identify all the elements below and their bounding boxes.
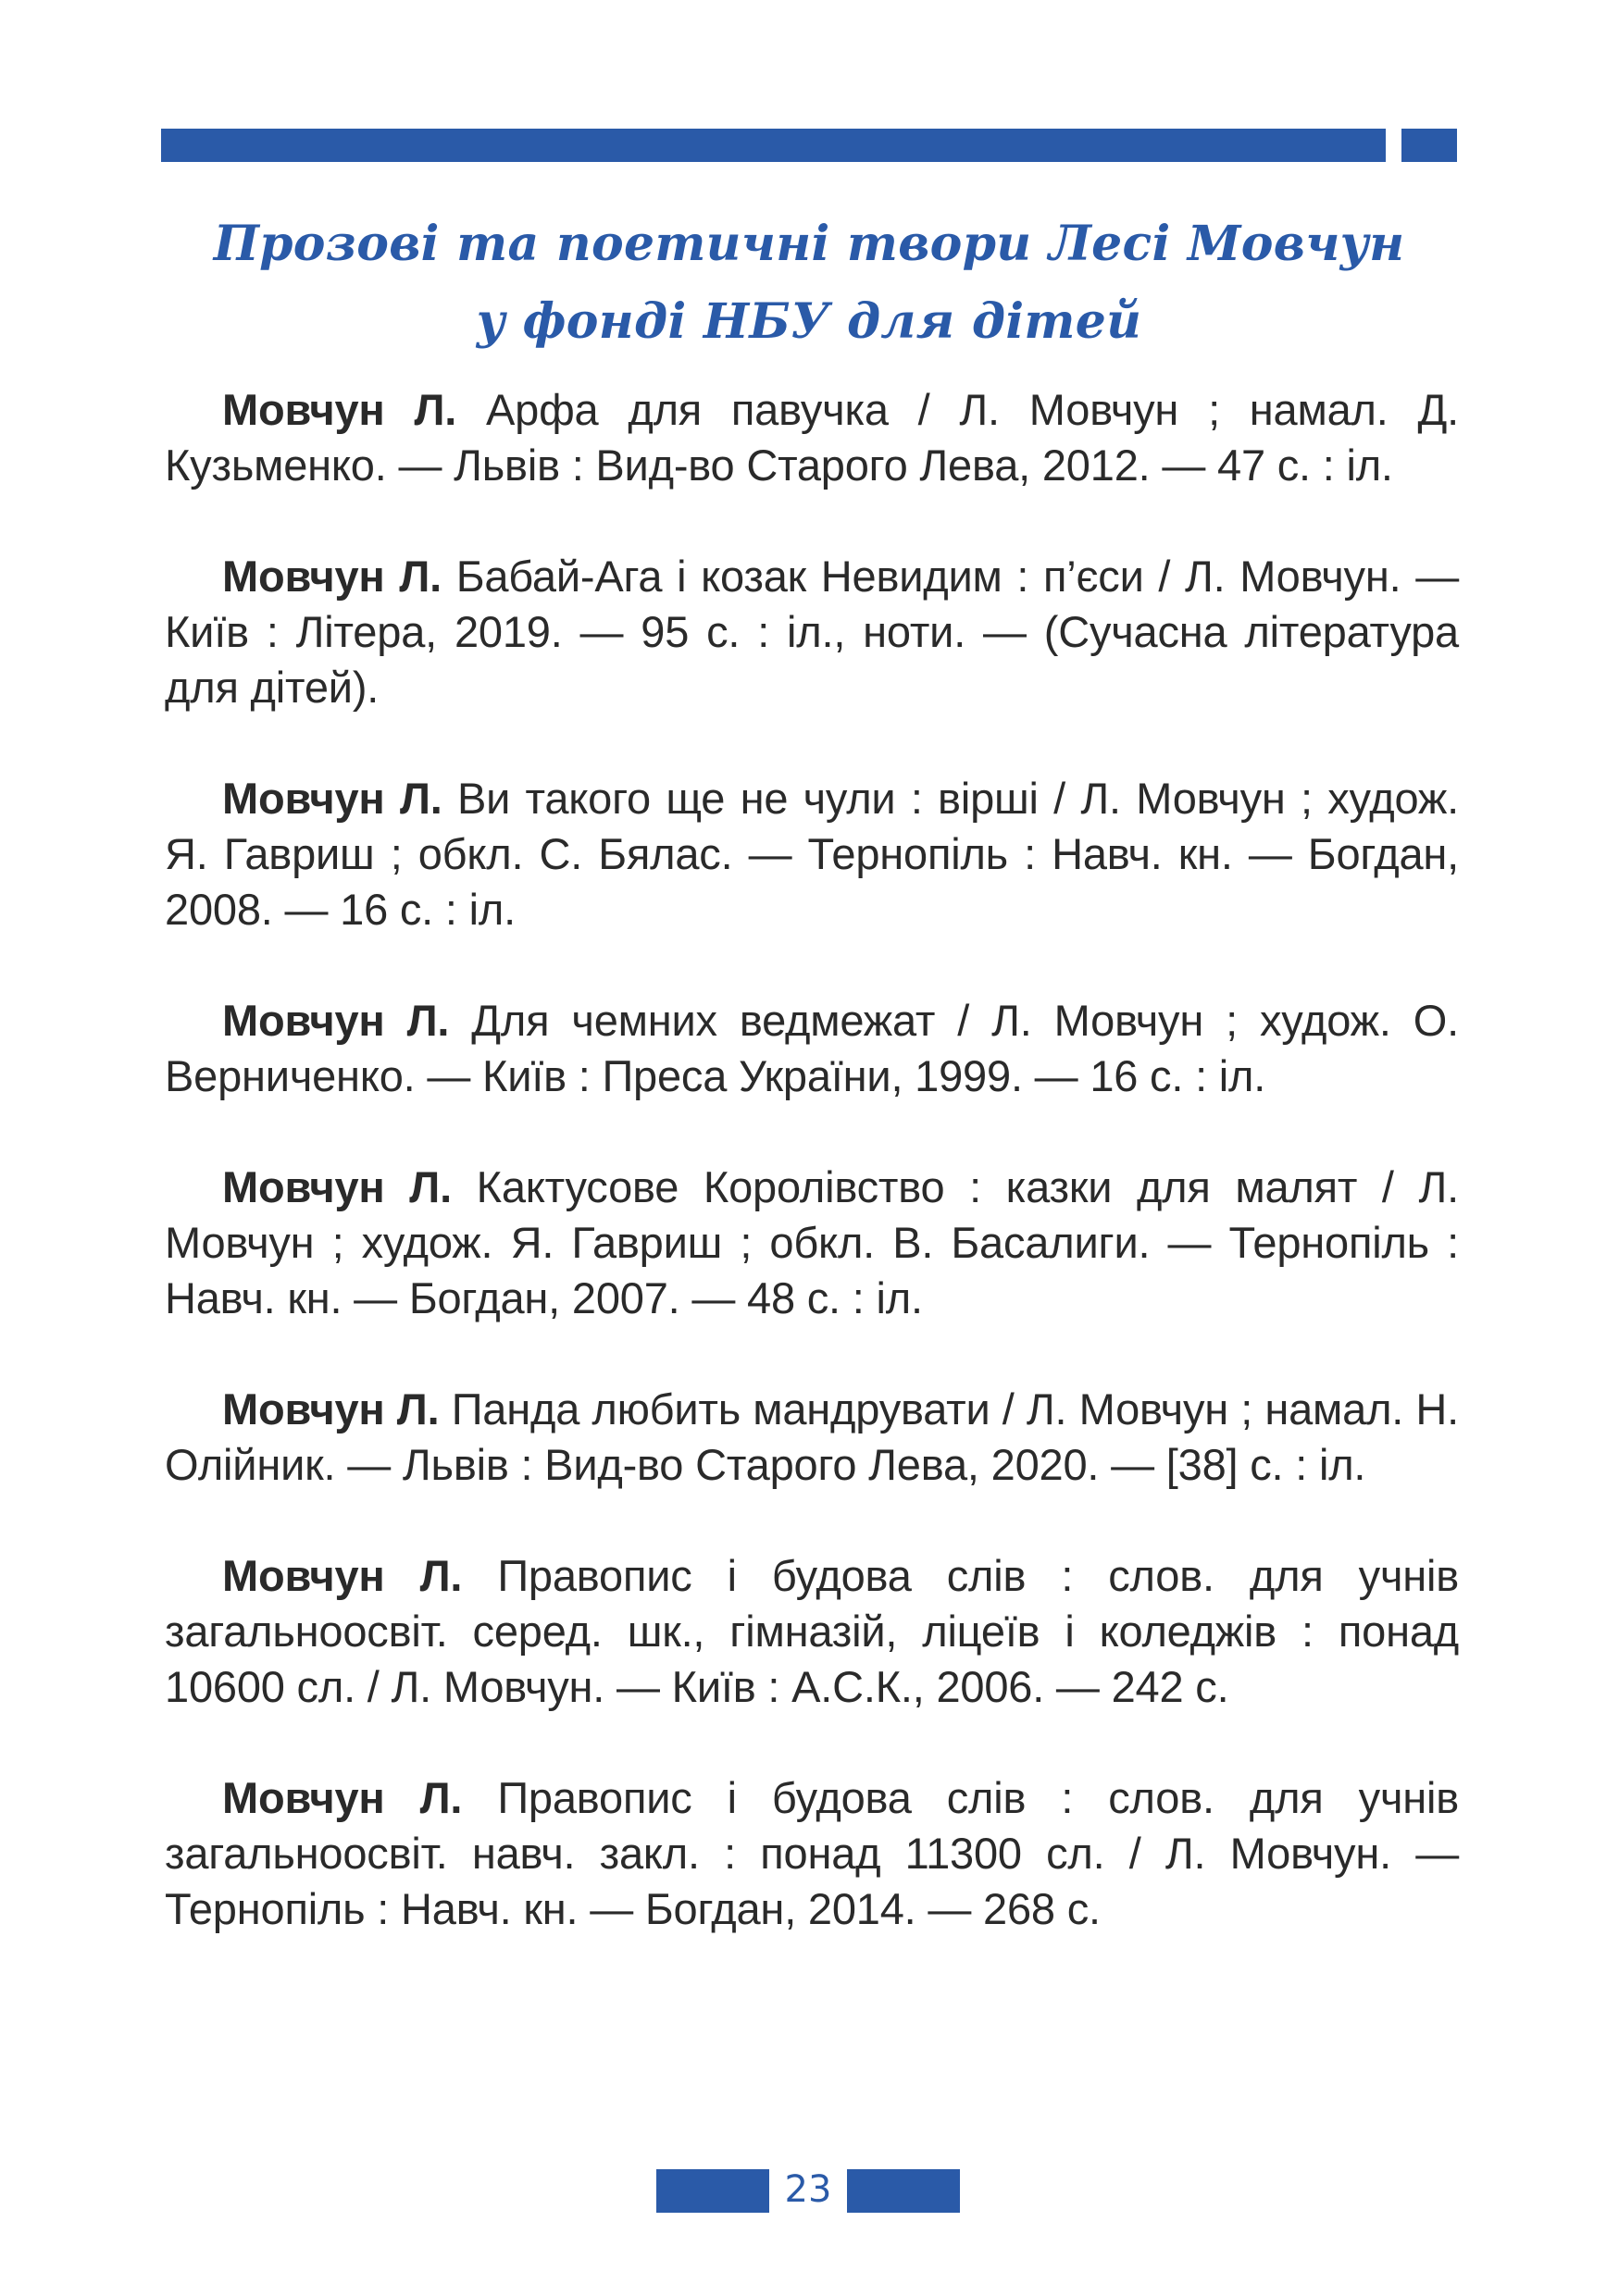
entry-description: Бабай-Ага і козак Невидим : п’єси / Л. Мовчун. — Київ : Літера, 2019. — 95 с. : іл., ноти. — (Сучасна література для дітей).	[165, 552, 1460, 712]
page-title	[161, 205, 1457, 361]
entry-author: Мовчун Л.	[222, 774, 442, 823]
page-number: 23	[784, 2168, 832, 2211]
bibliography-entry	[165, 549, 1459, 715]
entry-description: Для чемних ведмежат / Л. Мовчун ; худож. О. Верниченко. — Київ : Преса України, 1999. — 16 с. : іл.	[165, 996, 1460, 1100]
page-title-line-2: у фонді НБУ для дітей	[476, 293, 1142, 350]
entry-description: Панда любить мандрувати / Л. Мовчун ; намал. Н. Олійник. — Львів : Вид-во Старого Лева, 2020. — [38] с. : іл.	[165, 1384, 1459, 1489]
entry-author: Мовчун Л.	[222, 385, 457, 434]
bibliography-entry	[165, 382, 1459, 493]
entry-description: Правопис і будова слів : слов. для учнів загальноосвіт. навч. закл. : понад 11300 сл. / Л. Мовчун. — Тернопіль : Навч. кн. — Богдан, 2014. — 268 с.	[165, 1773, 1460, 1933]
entry-description: Правопис і будова слів : слов. для учнів загальноосвіт. серед. шк., гімназій, ліцеїв і коледжів : понад 10600 сл. / Л. Мовчун. — Київ : А.С.К., 2006. — 242 с.	[165, 1551, 1460, 1711]
entry-description: Арфа для павучка / Л. Мовчун ; намал. Д. Кузьменко. — Львів : Вид-во Старого Лева, 2012. — 47 с. : іл.	[165, 385, 1459, 490]
footer-decorative-bar-right	[847, 2169, 960, 2213]
bibliography-entry	[165, 993, 1459, 1104]
entry-description: Кактусове Королівство : казки для малят / Л. Мовчун ; худож. Я. Гавриш ; обкл. В. Басалиги. — Тернопіль : Навч. кн. — Богдан, 2007. — 48 с. : іл.	[165, 1162, 1459, 1322]
entry-author: Мовчун Л.	[222, 1162, 452, 1211]
header-decorative-bar	[161, 129, 1386, 162]
page-title-line-1: Прозові та поетичні твори Лесі Мовчун	[213, 216, 1405, 272]
bibliography-entry	[165, 1770, 1459, 1937]
bibliography-entry	[165, 1548, 1459, 1715]
entry-author: Мовчун Л.	[222, 996, 450, 1045]
bibliography-entry	[165, 771, 1459, 937]
bibliography-list	[165, 382, 1459, 1992]
entry-author: Мовчун Л.	[222, 1384, 440, 1433]
entry-author: Мовчун Л.	[222, 1551, 463, 1600]
header-decorative-bar-end	[1401, 129, 1457, 162]
entry-description: Ви такого ще не чули : вірші / Л. Мовчун ; худож. Я. Гавриш ; обкл. С. Бялас. — Тернопіль : Навч. кн. — Богдан, 2008. — 16 с. : іл.	[165, 774, 1460, 934]
bibliography-entry	[165, 1382, 1459, 1493]
entry-author: Мовчун Л.	[222, 1773, 463, 1822]
bibliography-entry	[165, 1160, 1459, 1326]
entry-author: Мовчун Л.	[222, 552, 442, 601]
footer-decorative-bar-left	[656, 2169, 769, 2213]
